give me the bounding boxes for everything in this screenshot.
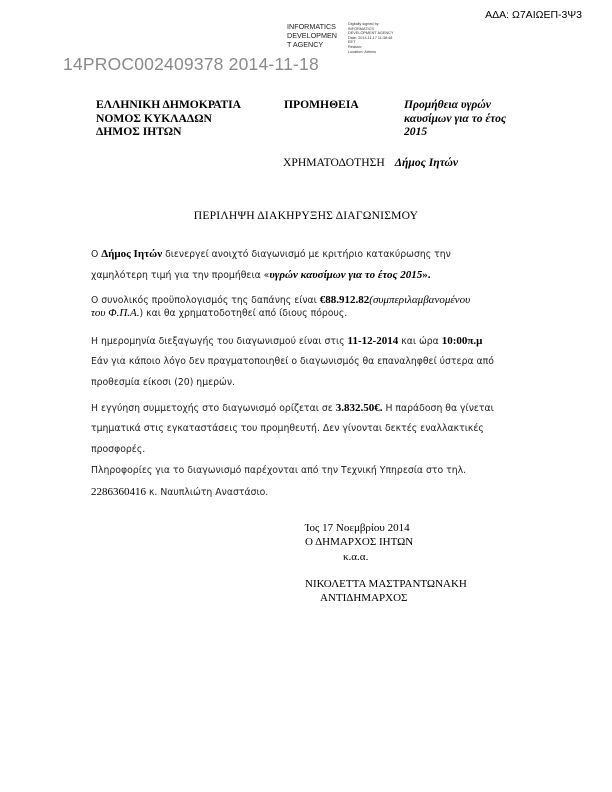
header-subject-line: 2015 — [404, 125, 428, 138]
signature-meta-line: DEVELOPMENT AGENCY — [348, 31, 394, 36]
header-line: ΝΟΜΟΣ ΚΥΚΛΑΔΩΝ — [96, 111, 212, 125]
signature-meta-line: INFORMATICS — [348, 26, 374, 31]
header-authority — [96, 98, 241, 139]
funding-value: Δήμος Ιητών — [394, 156, 459, 169]
digital-signature-org — [287, 22, 337, 49]
text: Η ημερομηνία διεξαγωγής του διαγωνισμού είναι στις — [91, 336, 348, 347]
text: κ. Ναυπλιώτη Αναστάσιο. — [146, 487, 269, 498]
header-subject-line: καυσίμων για το έτος — [404, 111, 507, 125]
body-line — [91, 307, 347, 319]
body-line: προσφορές. — [91, 444, 146, 455]
signature-meta-line: Digitally signed by — [348, 22, 379, 26]
signature-org-line: DEVELOPMEN — [287, 31, 337, 40]
header-procurement-label: ΠΡΟΜΗΘΕΙΑ — [284, 98, 359, 111]
text: Η παράδοση θα γίνεται — [382, 403, 494, 414]
ada-code: ΑΔΑ: Ω7ΑΙΩΕΠ-3Ψ3 — [485, 9, 582, 21]
text: χαμηλότερη τιμή για την προμήθεια « — [91, 270, 270, 281]
procurement-subject: υγρών καυσίμων για το έτος 2015 — [269, 269, 423, 281]
body-line — [91, 248, 451, 260]
document-title: ΠΕΡΙΛΗΨΗ ΔΙΑΚΗΡΥΞΗΣ ΔΙΑΓΩΝΙΣΜΟΥ — [193, 209, 419, 222]
signature-meta-line: EET — [348, 40, 356, 45]
text: Η εγγύηση συμμετοχής στο διαγωνισμό ορίζεται σε — [91, 403, 336, 414]
signature-title: ΑΝΤΙΔΗΜΑΡΧΟΣ — [320, 592, 408, 604]
body-line: Πληροφορίες για το διαγωνισμό παρέχονται από την Τεχνική Υπηρεσία στο τηλ. — [91, 465, 467, 476]
body-line — [91, 486, 268, 498]
body-line — [91, 294, 470, 306]
text: (συμπεριλαμβανομένου — [369, 294, 471, 306]
text: και ώρα — [398, 336, 442, 347]
signature-kaa: κ.α.α. — [343, 551, 369, 563]
text: Ο συνολικός προϋπολογισμός της δαπάνης είναι — [91, 295, 320, 306]
signature-role: Ο ΔΗΜΑΡΧΟΣ ΙΗΤΩΝ — [305, 536, 414, 548]
body-line — [91, 269, 430, 281]
phone-number: 2286360416 — [91, 486, 146, 498]
header-subject-line: Προμήθεια υγρών — [404, 98, 491, 111]
tender-date: 11-12-2014 — [347, 335, 399, 347]
header-subject — [404, 98, 506, 139]
text: του Φ.Π.Α. — [91, 307, 140, 319]
text: ». — [422, 269, 431, 281]
tender-time: 10:00π.μ — [441, 335, 483, 347]
guarantee-amount: 3.832.50€. — [335, 402, 383, 414]
signature-org-line: INFORMATICS — [287, 22, 336, 31]
signature-meta-line: Date: 2014.11.17 11:38:48 — [348, 35, 393, 40]
body-line: προθεσμία είκοσι (20) ημερών. — [91, 377, 235, 388]
municipality-name: Δήμος Ιητών — [101, 248, 163, 260]
proc-number: 14PROC002409378 2014-11-18 — [63, 54, 319, 74]
header-line: ΕΛΛΗΝΙΚΗ ΔΗΜΟΚΡΑΤΙΑ — [96, 98, 242, 111]
signature-place-date: Ίος 17 Νοεμβρίου 2014 — [305, 522, 410, 534]
body-line — [91, 335, 482, 347]
text: διενεργεί ανοιχτό διαγωνισμό με κριτήριο κατακύρωσης την — [162, 249, 451, 260]
header-line: ΔΗΜΟΣ ΙΗΤΩΝ — [96, 125, 182, 138]
body-line — [91, 402, 494, 414]
signature-meta-line: Location: Athens — [348, 49, 377, 54]
signature-org-line: T AGENCY — [287, 40, 324, 49]
text: Ο — [91, 249, 102, 260]
funding-row — [283, 156, 458, 169]
body-line: τμηματικά στις εγκαταστάσεις του προμηθευτή. Δεν γίνονται δεκτές εναλλακτικές — [91, 423, 484, 434]
body-line: Εάν για κάποιο λόγο δεν πραγματοποιηθεί ο διαγωνισμός θα επαναληφθεί ύστερα από — [91, 356, 494, 367]
funding-label: ΧΡΗΜΑΤΟΔΟΤΗΣΗ — [283, 156, 385, 169]
signature-name: ΝΙΚΟΛΕΤΤΑ ΜΑΣΤΡΑΝΤΩΝΑΚΗ — [305, 578, 467, 590]
budget-amount: €88.912.82 — [319, 294, 370, 306]
text: ) και θα χρηματοδοτηθεί από ίδιους πόρους. — [139, 308, 348, 319]
digital-signature-meta — [348, 22, 394, 54]
signature-meta-line: Reason: — [348, 44, 363, 49]
